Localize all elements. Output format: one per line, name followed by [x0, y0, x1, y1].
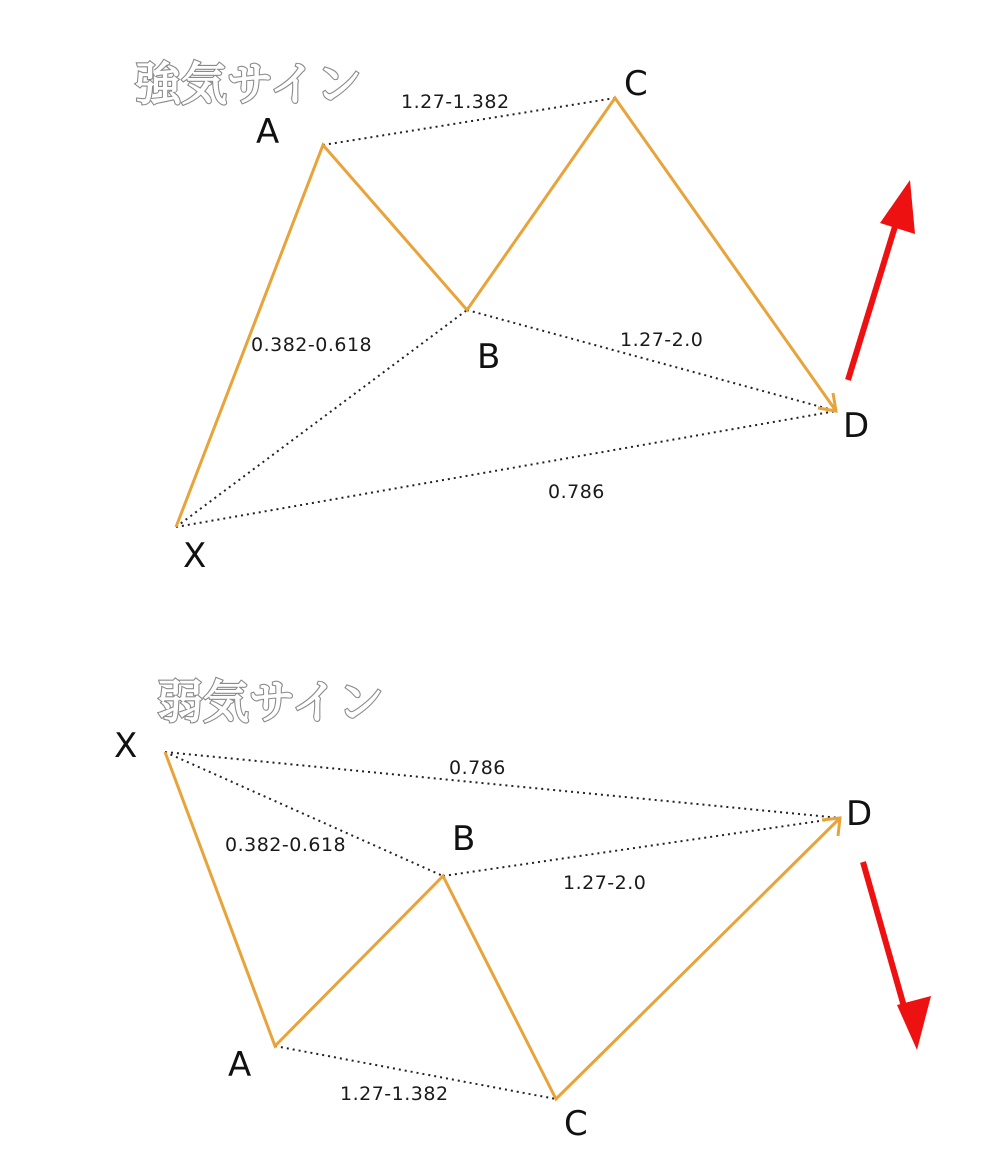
bearish-xd-ratio: 0.786 — [449, 757, 506, 779]
bearish-xb-ratio: 0.382-0.618 — [225, 834, 347, 856]
bearish-point-d: D — [846, 794, 873, 834]
bearish-pattern — [114, 675, 931, 1144]
bullish-up-arrow-icon — [848, 180, 915, 380]
bearish-down-arrow-icon — [863, 862, 931, 1050]
bullish-xabcd-path — [176, 98, 836, 527]
bearish-xb-dotted-line — [165, 752, 443, 876]
bullish-bd-dotted-line — [467, 310, 836, 411]
bearish-point-x: X — [114, 726, 138, 766]
bullish-title: 強気サイン — [135, 57, 362, 111]
bullish-point-a: A — [256, 112, 280, 152]
bearish-bd-ratio: 1.27-2.0 — [563, 872, 647, 894]
bullish-bd-ratio: 1.27-2.0 — [620, 329, 704, 351]
bearish-ac-ratio: 1.27-1.382 — [340, 1083, 449, 1105]
bullish-point-d: D — [843, 406, 870, 446]
bullish-point-b: B — [477, 337, 501, 377]
bullish-point-x: X — [183, 536, 207, 576]
bearish-xabcd-path — [165, 752, 840, 1099]
bullish-pattern — [135, 57, 915, 576]
bullish-xd-ratio: 0.786 — [548, 481, 605, 503]
bearish-point-a: A — [228, 1045, 252, 1085]
bullish-xb-ratio: 0.382-0.618 — [251, 334, 373, 356]
bullish-point-c: C — [624, 64, 648, 104]
bearish-title: 弱気サイン — [157, 675, 384, 729]
bearish-point-c: C — [564, 1104, 588, 1144]
bearish-bd-dotted-line — [443, 818, 840, 876]
bullish-xd-dotted-line — [176, 411, 836, 527]
bearish-point-b: B — [452, 819, 476, 859]
bullish-ac-ratio: 1.27-1.382 — [401, 91, 510, 113]
